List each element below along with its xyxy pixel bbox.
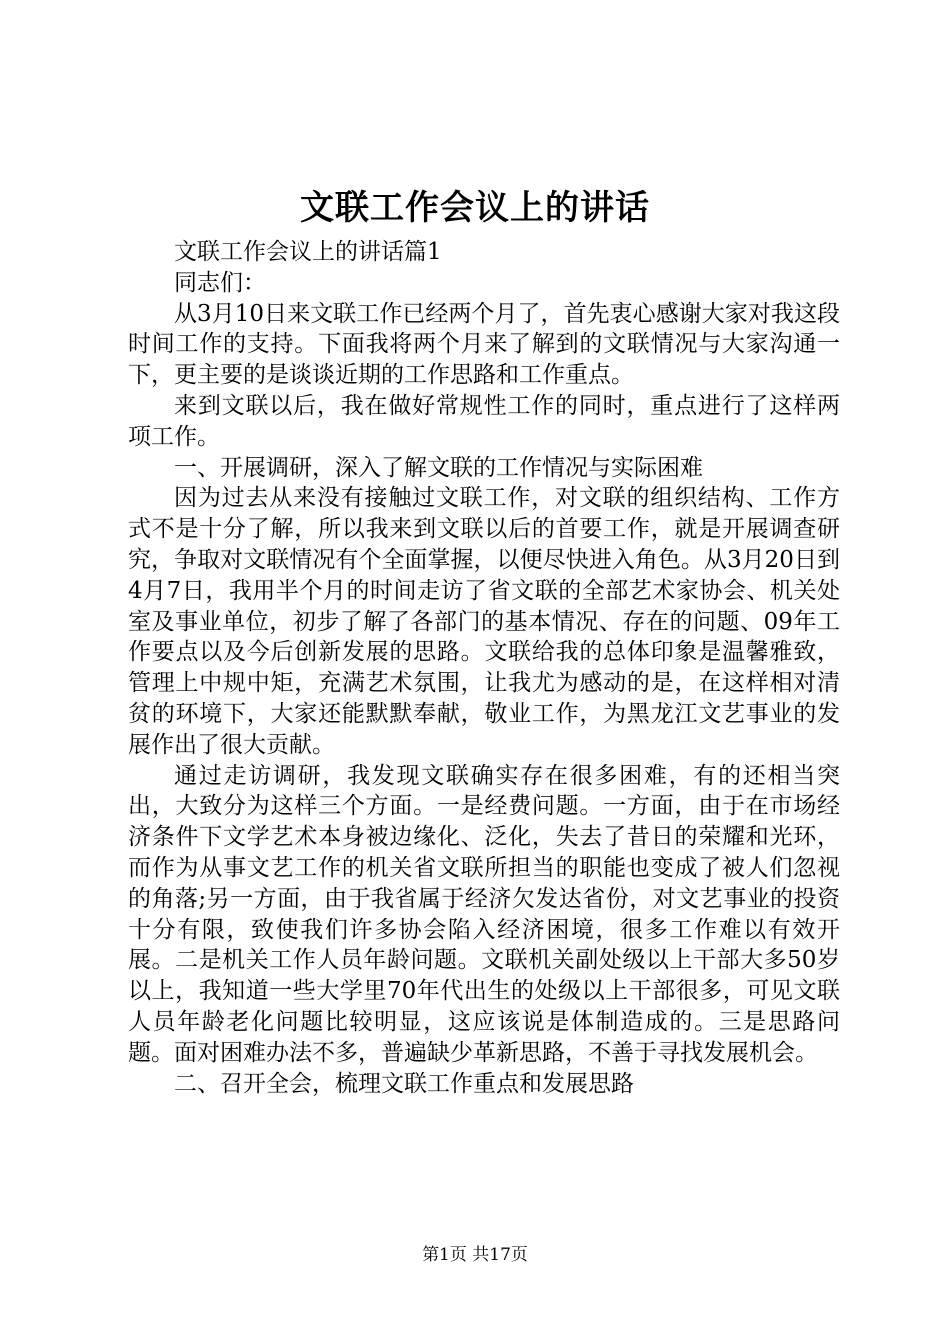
page-number-footer: 第1页 共17页 (422, 1245, 528, 1265)
section-heading: 二、召开全会，梳理文联工作重点和发展思路 (174, 1070, 634, 1097)
body-paragraph: 因为过去从来没有接触过文联工作，对文联的组织结构、工作方式不是十分了解，所以我来到文联以后的首要工作，就是开展调查研究，争取对文联情况有个全面掌握，以便尽快进入角色。从3月20日到4月7日，我用半个月的时间走访了省文联的全部艺术家协会、机关处室及事业单位，初步了解了各部门的基本情况、存在的问题、09年工作要点以及今后创新发展的思路。文联给我的总体印象是温馨雅致，管理上中规中矩，充满艺术氛围，让我尤为感动的是，在这样相对清贫的环境下，大家还能默默奉献，敬业工作，为黑龙江文艺事业的发展作出了很大贡献。 (128, 485, 840, 758)
body-paragraph: 从3月10日来文联工作已经两个月了，首先衷心感谢大家对我这段时间工作的支持。下面我将两个月来了解到的文联情况与大家沟通一下，更主要的是谈谈近期的工作思路和工作重点。 (128, 300, 840, 389)
document-title: 文联工作会议上的讲话 (300, 188, 650, 228)
speech-subtitle: 文联工作会议上的讲话篇1 (174, 239, 442, 265)
section-heading: 一、开展调研，深入了解文联的工作情况与实际困难 (174, 454, 703, 481)
salutation: 同志们： (174, 269, 266, 296)
body-paragraph: 来到文联以后，我在做好常规性工作的同时，重点进行了这样两项工作。 (128, 392, 840, 450)
body-paragraph: 通过走访调研，我发现文联确实存在很多困难，有的还相当突出，大致分为这样三个方面。一是经费问题。一方面，由于在市场经济条件下文学艺术本身被边缘化、泛化，失去了昔日的荣耀和光环，而作为从事文艺工作的机关省文联所担当的职能也变成了被人们忽视的角落;另一方面，由于我省属于经济欠发达省份，对文艺事业的投资十分有限，致使我们许多协会陷入经济困境，很多工作难以有效开展。二是机关工作人员年龄问题。文联机关副处级以上干部大多50岁以上，我知道一些大学里70年代出生的处级以上干部很多，可见文联人员年龄老化问题比较明显，这应该说是体制造成的。三是思路问题。面对困难办法不多，普遍缺少革新思路，不善于寻找发展机会。 (128, 762, 840, 1066)
document-body (128, 237, 840, 1099)
